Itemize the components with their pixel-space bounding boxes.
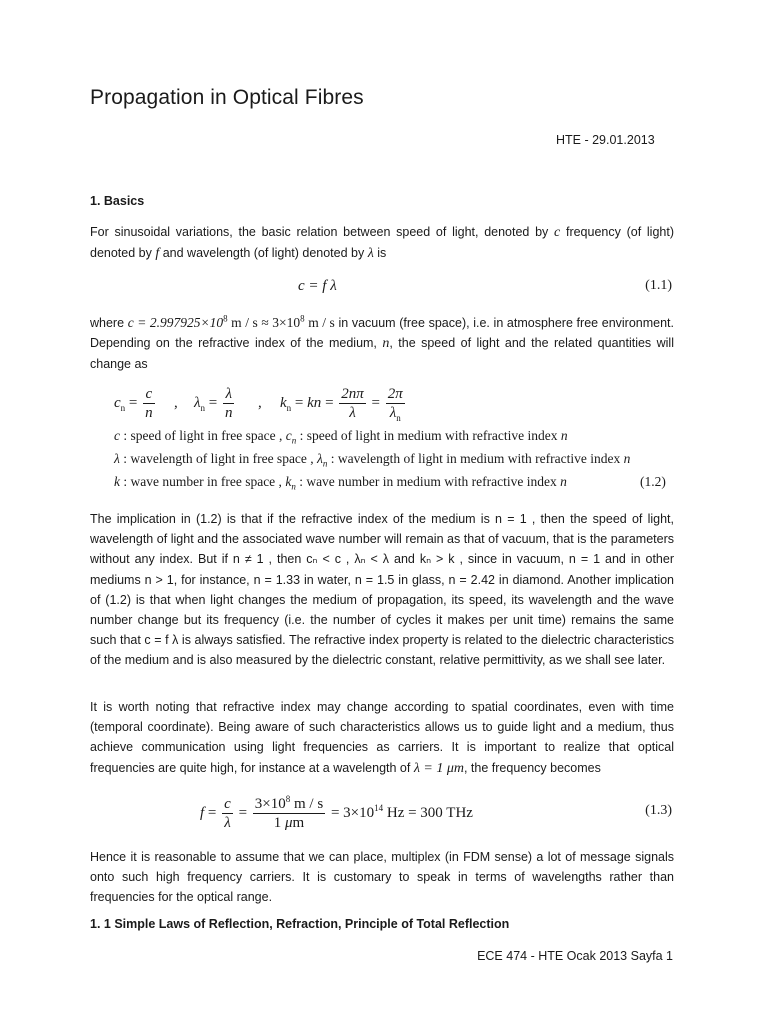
symbol-c: c (554, 225, 561, 240)
def-c-sym: c (114, 428, 120, 443)
def-kn-sym: k (285, 474, 292, 489)
def-kn-text: : wave number in medium with refractive index (295, 474, 561, 489)
equation-relations (90, 385, 674, 425)
speed-text-3: , the speed of light and the related quantities will change as (90, 336, 674, 372)
section-heading-basics: 1. Basics (90, 194, 145, 208)
equation-1-1 (90, 278, 674, 308)
speed-text-2: in vacuum (free space), i.e. in atmosphere free environment. Depending on the refractive index of the medium, (90, 316, 675, 351)
equation-1-1-number: (1.1) (645, 278, 672, 293)
symbol-lambda: λ (367, 246, 374, 262)
def-kn-sub: n (291, 481, 296, 492)
definitions-block (114, 428, 674, 498)
speed-formula-c: m / s (304, 315, 335, 330)
refractive-text-2: , the frequency becomes (463, 760, 601, 775)
equation-1-2-number: (1.2) (640, 474, 666, 489)
intro-text-2: frequency (of light) denoted by (90, 225, 674, 261)
def-lambdan-n: n (623, 451, 631, 466)
def-lambdan-sub: n (322, 458, 328, 469)
def-cn-sub: n (291, 435, 297, 446)
equation-1-3-body: f = $\frac{c}{\lambda}$ = $\frac{3\times 10^8 m / s}{1 \mu m}$ = $3\times 10^{14}$ Hz = 300 THz (200, 794, 473, 831)
paragraph-implication: The implication in (1.2) is that if the refractive index of the medium is n = 1 , then the speed of light, wavelength of light and the associated wave number will remain as that of vacuum, that is the parameters without any index. But if n ≠ 1 , then cₙ < c , λₙ < λ and kₙ > k , since in vacuum, n = 1 and in other mediums n > 1, for instance, n = 1.33 in water, n = 1.5 in glass, n = 2.42 in diamond. Another implication of (1.2) is that when light changes the medium of propagation, its speed, its wavelength and the wave number change but its frequency (i.e. the number of cycles it makes per unit time) remains the same such that c = f λ is always satisfied. The refractive index property is related to the dielectric characteristics of the medium and is also measured by the dielectric constant, relative permittivity, as we shall see later. (90, 512, 674, 668)
eq3-tail: = 3×10 (327, 804, 375, 821)
paragraph-refractive-change (90, 697, 674, 779)
speed-text-1: where (90, 316, 128, 330)
page-title: Propagation in Optical Fibres (90, 86, 364, 109)
relation-separator-1: , (174, 395, 178, 411)
definition-lambda (114, 451, 630, 467)
paragraph-speed-of-light (90, 313, 674, 375)
intro-text-3: and wavelength (of light) denoted by (159, 246, 368, 261)
definition-k (114, 474, 567, 490)
relation-separator-2: , (258, 395, 262, 411)
equation-1-3 (90, 793, 674, 835)
def-k-sym: k (114, 474, 120, 489)
subsection-heading-reflection: 1. 1 Simple Laws of Reflection, Refraction, Principle of Total Reflection (90, 917, 510, 931)
intro-text-4: is (373, 246, 387, 261)
def-k-text: : wave number in free space , (120, 474, 286, 489)
eq3-tail2: Hz = 300 THz (383, 804, 473, 821)
speed-formula-exp2: 8 (300, 313, 305, 324)
eq3-exp: 14 (374, 802, 384, 813)
speed-formula (128, 315, 335, 330)
def-cn-n: n (560, 428, 568, 443)
def-lambda-sym: λ (114, 451, 120, 466)
symbol-n: n (382, 336, 390, 352)
intro-text-1: For sinusoidal variations, the basic relation between speed of light, denoted by (90, 225, 549, 239)
def-lambdan-sym: λ (317, 451, 323, 466)
speed-formula-exp: 8 (223, 313, 228, 324)
refractive-text-1: It is worth noting that refractive index may change according to spatial coordinates, even with time (temporal coordinate). Being aware of such characteristics allows us to guide light and a medium, thus achieve communication using light frequencies as carriers. It is important to realize that optical frequencies are quite high, for instance at a wavelength of (90, 700, 674, 775)
def-kn-n: n (560, 474, 567, 489)
page-footer: ECE 474 - HTE Ocak 2013 Sayfa 1 (477, 949, 673, 963)
def-cn-sym: c (285, 428, 292, 443)
document-meta: HTE - 29.01.2013 (556, 133, 655, 147)
symbol-f: f (155, 246, 160, 262)
def-lambdan-text: : wavelength of light in medium with refractive index (327, 451, 624, 466)
def-cn-text: : speed of light in medium with refractive index (296, 428, 561, 443)
wavelength-formula: λ = 1 μm (413, 760, 464, 776)
speed-formula-a: c = 2.997925×10 (127, 315, 224, 330)
relation-lambda-n: $\lambda_n$ = $\frac{\lambda}{n}$ (194, 386, 233, 421)
equation-1-1-body: c = f λ (298, 278, 337, 294)
paragraph-multiplex: Hence it is reasonable to assume that we can place, multiplex (in FDM sense) a lot of message signals onto such high frequency carriers. It is customary to speak in terms of wavelengths rather than frequencies for the optical range. (90, 850, 674, 905)
def-lambda-text: : wavelength of light in free space , (119, 451, 318, 466)
def-c-text: : speed of light in free space , (120, 428, 286, 443)
speed-formula-b: m / s ≈ 3×10 (227, 315, 301, 330)
relation-cn: $c_n$ = $\frac{c}{n}$ (114, 386, 153, 421)
equation-1-3-number: (1.3) (645, 803, 672, 818)
definition-c (114, 428, 568, 444)
paragraph-intro (90, 222, 674, 264)
relation-kn: $k_n$ = kn = $\frac{2n\pi}{\lambda}$ = $\frac{2\pi}{\lambda_n}$ (280, 386, 403, 423)
